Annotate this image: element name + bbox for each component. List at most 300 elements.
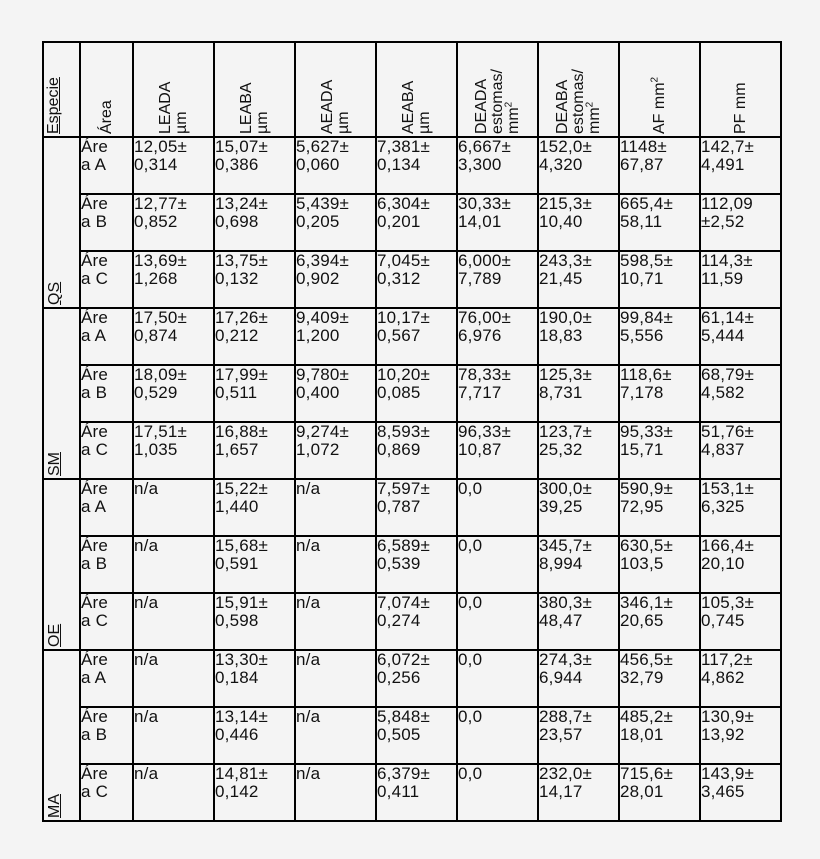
mean-value: 153,1± <box>701 479 755 498</box>
mean-value: 0,0 <box>458 764 483 783</box>
std-error: 1,072 <box>296 440 340 459</box>
value-cell-deada <box>457 479 538 536</box>
std-error: 0,598 <box>215 611 259 630</box>
value-cell-pf <box>700 194 781 251</box>
value-cell-deaba <box>538 422 619 479</box>
std-error: 15,71 <box>620 440 664 459</box>
mean-value: 99,84± <box>620 308 674 327</box>
mean-value: 243,3± <box>539 251 593 270</box>
std-error: 0,212 <box>215 326 259 345</box>
mean-value: n/a <box>296 650 321 669</box>
species-label: SM <box>46 452 63 476</box>
leaf-anatomy-table <box>42 41 782 822</box>
mean-value: 10,20± <box>377 365 431 384</box>
value-cell-pf <box>700 422 781 479</box>
mean-value: 485,2± <box>620 707 674 726</box>
mean-value: 9,780± <box>296 365 350 384</box>
value-cell-pf <box>700 650 781 707</box>
mean-value: 7,045± <box>377 251 431 270</box>
mean-value: 215,3± <box>539 194 593 213</box>
std-error: 14,17 <box>539 782 583 801</box>
column-header-especie <box>43 42 80 137</box>
std-error: 18,01 <box>620 725 664 744</box>
std-error: 0,698 <box>215 212 259 231</box>
value-cell-aeaba <box>376 479 457 536</box>
mean-value: 96,33± <box>458 422 512 441</box>
std-error: 18,83 <box>539 326 583 345</box>
table-row <box>43 251 781 308</box>
std-error: 0,201 <box>377 212 421 231</box>
std-error: 3,465 <box>701 782 745 801</box>
area-label-line: Áre <box>81 479 109 498</box>
std-error: 0,085 <box>377 383 421 402</box>
std-error: 0,591 <box>215 554 259 573</box>
value-cell-deaba <box>538 365 619 422</box>
mean-value: n/a <box>134 479 159 498</box>
std-error: 0,446 <box>215 725 259 744</box>
std-error: 0,134 <box>377 155 421 174</box>
area-cell <box>80 422 133 479</box>
value-cell-leada <box>133 137 214 194</box>
mean-value: 143,9± <box>701 764 755 783</box>
table-row <box>43 308 781 365</box>
mean-value: n/a <box>134 707 159 726</box>
column-header-leaba <box>214 42 295 137</box>
mean-value: 6,072± <box>377 650 431 669</box>
value-cell-pf <box>700 251 781 308</box>
mean-value: 9,274± <box>296 422 350 441</box>
value-cell-aeaba <box>376 194 457 251</box>
std-error: 14,01 <box>458 212 502 231</box>
mean-value: 300,0± <box>539 479 593 498</box>
species-cell <box>43 137 80 308</box>
value-cell-deada <box>457 251 538 308</box>
mean-value: n/a <box>134 650 159 669</box>
value-cell-deada <box>457 764 538 821</box>
mean-value: 13,69± <box>134 251 188 270</box>
std-error: 0,567 <box>377 326 421 345</box>
std-error: 0,386 <box>215 155 259 174</box>
std-error: 13,92 <box>701 725 745 744</box>
value-cell-aeaba <box>376 764 457 821</box>
mean-value: 7,597± <box>377 479 431 498</box>
area-label-line: a C <box>81 611 109 630</box>
value-cell-aeaba <box>376 650 457 707</box>
mean-value: 16,88± <box>215 422 269 441</box>
value-cell-deada <box>457 422 538 479</box>
std-error: 0,852 <box>134 212 178 231</box>
std-error: 23,57 <box>539 725 583 744</box>
area-label-line: a C <box>81 440 109 459</box>
value-cell-leada <box>133 536 214 593</box>
std-error: 0,314 <box>134 155 178 174</box>
std-error: 67,87 <box>620 155 664 174</box>
value-cell-leada <box>133 251 214 308</box>
mean-value: 7,074± <box>377 593 431 612</box>
value-cell-af <box>619 194 700 251</box>
area-label-line: Áre <box>81 650 109 669</box>
mean-value: 30,33± <box>458 194 512 213</box>
mean-value: 8,593± <box>377 422 431 441</box>
header-label-line: µm <box>253 111 271 134</box>
species-label: MA <box>46 794 63 818</box>
species-label: QS <box>46 281 63 305</box>
value-cell-leaba <box>214 764 295 821</box>
value-cell-deada <box>457 593 538 650</box>
mean-value: 6,667± <box>458 137 512 156</box>
column-header-aeada <box>295 42 376 137</box>
area-cell <box>80 194 133 251</box>
mean-value: 346,1± <box>620 593 674 612</box>
mean-value: 6,589± <box>377 536 431 555</box>
mean-value: 17,26± <box>215 308 269 327</box>
value-cell-deada <box>457 650 538 707</box>
mean-value: n/a <box>296 707 321 726</box>
std-error: 0,869 <box>377 440 421 459</box>
header-label-line: µm <box>172 111 190 134</box>
header-label-line: µm <box>334 111 352 134</box>
value-cell-deaba <box>538 251 619 308</box>
table-row <box>43 479 781 536</box>
area-cell <box>80 707 133 764</box>
value-cell-pf <box>700 137 781 194</box>
std-error: 1,035 <box>134 440 178 459</box>
mean-value: n/a <box>134 536 159 555</box>
mean-value: 0,0 <box>458 536 483 555</box>
std-error: 6,976 <box>458 326 502 345</box>
mean-value: 10,17± <box>377 308 431 327</box>
value-cell-deada <box>457 536 538 593</box>
area-cell <box>80 365 133 422</box>
value-cell-aeaba <box>376 137 457 194</box>
mean-value: 630,5± <box>620 536 674 555</box>
value-cell-deada <box>457 707 538 764</box>
header-label-line: estomas/ <box>488 69 506 134</box>
table-body <box>43 137 781 821</box>
header-label-line: µm <box>415 111 433 134</box>
mean-value: 68,79± <box>701 365 755 384</box>
column-header-deaba <box>538 42 619 137</box>
area-cell <box>80 251 133 308</box>
value-cell-af <box>619 764 700 821</box>
header-label-line: $mm^2$ <box>503 101 522 134</box>
value-cell-af <box>619 479 700 536</box>
species-cell <box>43 650 80 821</box>
std-error: 1,268 <box>134 269 178 288</box>
mean-value: 665,4± <box>620 194 674 213</box>
table-row <box>43 422 781 479</box>
mean-value: 6,379± <box>377 764 431 783</box>
mean-value: 5,439± <box>296 194 350 213</box>
std-error: 0,539 <box>377 554 421 573</box>
std-error: 1,440 <box>215 497 259 516</box>
std-error: 58,11 <box>620 212 663 231</box>
value-cell-leaba <box>214 194 295 251</box>
mean-value: 15,22± <box>215 479 269 498</box>
area-label-line: Áre <box>81 422 109 441</box>
value-cell-af <box>619 365 700 422</box>
header-label-line: DEADA <box>472 78 490 134</box>
mean-value: n/a <box>134 764 159 783</box>
std-error: 0,529 <box>134 383 178 402</box>
value-cell-deada <box>457 137 538 194</box>
std-error: 25,32 <box>539 440 583 459</box>
std-error: 11,59 <box>701 269 744 288</box>
mean-value: 78,33± <box>458 365 512 384</box>
std-error: 0,184 <box>215 668 259 687</box>
mean-value: 114,3± <box>701 251 753 270</box>
header-label-line: AEABA <box>399 80 417 134</box>
mean-value: 17,99± <box>215 365 269 384</box>
std-error: 8,994 <box>539 554 583 573</box>
value-cell-aeada <box>295 194 376 251</box>
header-label-line: PF mm <box>731 82 749 134</box>
area-label-line: a C <box>81 782 109 801</box>
mean-value: 190,0± <box>539 308 593 327</box>
value-cell-deaba <box>538 194 619 251</box>
mean-value: 18,09± <box>134 365 188 384</box>
mean-value: 345,7± <box>539 536 593 555</box>
area-label-line: Áre <box>81 707 109 726</box>
mean-value: 0,0 <box>458 593 483 612</box>
std-error: 0,902 <box>296 269 340 288</box>
area-label-line: Áre <box>81 308 109 327</box>
mean-value: 232,0± <box>539 764 593 783</box>
mean-value: 5,848± <box>377 707 431 726</box>
mean-value: 288,7± <box>539 707 593 726</box>
mean-value: n/a <box>296 479 321 498</box>
mean-value: 9,409± <box>296 308 350 327</box>
value-cell-aeada <box>295 764 376 821</box>
area-cell <box>80 479 133 536</box>
value-cell-leada <box>133 308 214 365</box>
value-cell-deaba <box>538 308 619 365</box>
std-error: 20,10 <box>701 554 745 573</box>
value-cell-deaba <box>538 593 619 650</box>
header-label-line: DEABA <box>553 79 571 134</box>
value-cell-aeaba <box>376 251 457 308</box>
mean-value: 274,3± <box>539 650 593 669</box>
header-row <box>43 42 781 137</box>
value-cell-af <box>619 536 700 593</box>
column-header-af <box>619 42 700 137</box>
column-header-pf <box>700 42 781 137</box>
value-cell-leaba <box>214 308 295 365</box>
value-cell-aeada <box>295 479 376 536</box>
value-cell-aeaba <box>376 308 457 365</box>
std-error: 8,731 <box>539 383 583 402</box>
value-cell-pf <box>700 536 781 593</box>
value-cell-af <box>619 707 700 764</box>
mean-value: 95,33± <box>620 422 674 441</box>
mean-value: n/a <box>296 536 321 555</box>
value-cell-leada <box>133 422 214 479</box>
header-label-line: AF $mm^2$ <box>649 76 668 134</box>
mean-value: 13,75± <box>215 251 269 270</box>
value-cell-af <box>619 308 700 365</box>
area-label-line: Áre <box>81 251 109 270</box>
column-header-aeaba <box>376 42 457 137</box>
mean-value: 6,000± <box>458 251 512 270</box>
std-error: 7,178 <box>620 383 664 402</box>
value-cell-leada <box>133 194 214 251</box>
std-error: 39,25 <box>539 497 583 516</box>
area-label-line: a B <box>81 554 108 573</box>
header-label-line: Especie <box>45 77 62 134</box>
std-error: 0,511 <box>215 383 258 402</box>
std-error: 32,79 <box>620 668 664 687</box>
area-label-line: a A <box>81 497 107 516</box>
value-cell-aeada <box>295 308 376 365</box>
value-cell-deaba <box>538 137 619 194</box>
value-cell-deaba <box>538 707 619 764</box>
value-cell-aeada <box>295 707 376 764</box>
value-cell-af <box>619 593 700 650</box>
value-cell-leada <box>133 593 214 650</box>
mean-value: 0,0 <box>458 707 483 726</box>
area-label-line: Áre <box>81 536 109 555</box>
std-error: 10,40 <box>539 212 583 231</box>
area-label-line: Áre <box>81 365 109 384</box>
mean-value: 13,14± <box>215 707 269 726</box>
mean-value: 6,304± <box>377 194 431 213</box>
value-cell-leaba <box>214 479 295 536</box>
area-label-line: a B <box>81 725 108 744</box>
std-error: 4,862 <box>701 668 745 687</box>
mean-value: 51,76± <box>701 422 755 441</box>
std-error: 4,320 <box>539 155 583 174</box>
value-cell-af <box>619 251 700 308</box>
value-cell-leaba <box>214 251 295 308</box>
header-label-line: $mm^2$ <box>584 101 603 134</box>
mean-value: 123,7± <box>539 422 593 441</box>
value-cell-pf <box>700 308 781 365</box>
std-error: 6,325 <box>701 497 745 516</box>
area-label-line: Áre <box>81 194 109 213</box>
area-label-line: a B <box>81 212 108 231</box>
mean-value: 715,6± <box>620 764 674 783</box>
value-cell-leada <box>133 365 214 422</box>
std-error: 0,312 <box>377 269 421 288</box>
std-error: 5,556 <box>620 326 664 345</box>
area-label-line: a A <box>81 326 107 345</box>
std-error: 4,837 <box>701 440 745 459</box>
value-cell-aeaba <box>376 593 457 650</box>
mean-value: 142,7± <box>701 137 755 156</box>
species-label: OE <box>46 623 63 647</box>
value-cell-aeada <box>295 422 376 479</box>
std-error: 1,200 <box>296 326 340 345</box>
std-error: 0,142 <box>215 782 259 801</box>
mean-value: 130,9± <box>701 707 755 726</box>
area-cell <box>80 137 133 194</box>
table-row <box>43 593 781 650</box>
value-cell-leada <box>133 707 214 764</box>
column-header-deada <box>457 42 538 137</box>
value-cell-deaba <box>538 536 619 593</box>
value-cell-af <box>619 650 700 707</box>
value-cell-aeaba <box>376 365 457 422</box>
mean-value: 166,4± <box>701 536 755 555</box>
std-error: 10,87 <box>458 440 502 459</box>
std-error: 0,400 <box>296 383 340 402</box>
value-cell-pf <box>700 479 781 536</box>
table-row <box>43 194 781 251</box>
std-error: 0,132 <box>215 269 259 288</box>
std-error: 21,45 <box>539 269 583 288</box>
std-error: 20,65 <box>620 611 664 630</box>
value-cell-aeada <box>295 593 376 650</box>
mean-value: n/a <box>134 593 159 612</box>
value-cell-aeada <box>295 251 376 308</box>
value-cell-leaba <box>214 707 295 764</box>
mean-value: 118,6± <box>620 365 672 384</box>
table-row <box>43 650 781 707</box>
mean-value: 456,5± <box>620 650 674 669</box>
mean-value: n/a <box>296 764 321 783</box>
mean-value: n/a <box>296 593 321 612</box>
mean-value: 13,24± <box>215 194 269 213</box>
value-cell-leaba <box>214 536 295 593</box>
mean-value: 7,381± <box>377 137 431 156</box>
mean-value: 17,50± <box>134 308 188 327</box>
std-error: 0,205 <box>296 212 340 231</box>
std-error: 4,582 <box>701 383 745 402</box>
mean-value: 598,5± <box>620 251 674 270</box>
value-cell-pf <box>700 593 781 650</box>
value-cell-pf <box>700 365 781 422</box>
mean-value: 13,30± <box>215 650 269 669</box>
mean-value: 14,81± <box>215 764 269 783</box>
std-error: 0,505 <box>377 725 421 744</box>
value-cell-deada <box>457 194 538 251</box>
area-cell <box>80 536 133 593</box>
area-cell <box>80 593 133 650</box>
std-error: 103,5 <box>620 554 664 573</box>
header-label-line: LEADA <box>156 81 174 134</box>
std-error: 0,274 <box>377 611 421 630</box>
table-row <box>43 137 781 194</box>
value-cell-deada <box>457 365 538 422</box>
area-label-line: Áre <box>81 137 109 156</box>
mean-value: 0,0 <box>458 650 483 669</box>
mean-value: 12,05± <box>134 137 188 156</box>
mean-value: 152,0± <box>539 137 593 156</box>
mean-value: 15,07± <box>215 137 269 156</box>
value-cell-leada <box>133 479 214 536</box>
header-label-line: AEADA <box>318 79 336 134</box>
std-error: 4,491 <box>701 155 745 174</box>
value-cell-leaba <box>214 593 295 650</box>
std-error: 0,787 <box>377 497 421 516</box>
value-cell-aeaba <box>376 707 457 764</box>
value-cell-aeada <box>295 365 376 422</box>
value-cell-leada <box>133 764 214 821</box>
std-error: 0,745 <box>701 611 745 630</box>
value-cell-deaba <box>538 479 619 536</box>
value-cell-leada <box>133 650 214 707</box>
std-error: 28,01 <box>620 782 664 801</box>
table-row <box>43 764 781 821</box>
std-error: 6,944 <box>539 668 583 687</box>
std-error: 7,717 <box>458 383 502 402</box>
std-error: 0,060 <box>296 155 340 174</box>
area-label-line: a C <box>81 269 109 288</box>
table-row <box>43 536 781 593</box>
area-cell <box>80 308 133 365</box>
std-error: 3,300 <box>458 155 502 174</box>
column-header-leada <box>133 42 214 137</box>
